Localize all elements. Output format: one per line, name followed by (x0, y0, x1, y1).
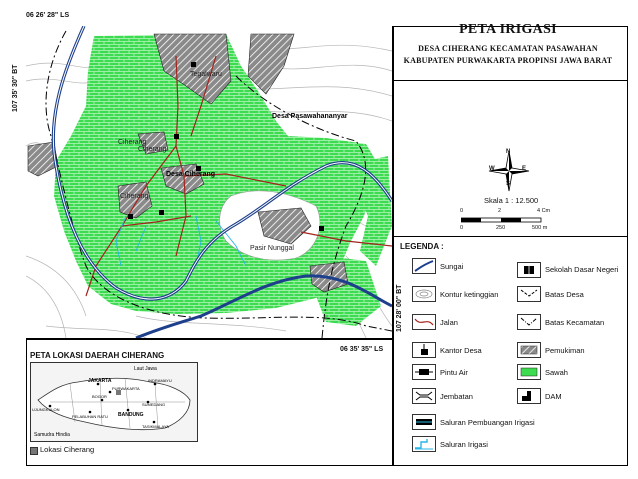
inset-title: PETA LOKASI DAERAH CIHERANG (30, 351, 165, 360)
dam-icon (517, 388, 541, 404)
legend-saluran-pembuangan: Saluran Pembuangan Irigasi (440, 418, 535, 427)
village-office-icon (412, 342, 436, 358)
legend-sungai: Sungai (440, 262, 464, 271)
road-icon (412, 314, 436, 330)
legend-kantor-desa: Kantor Desa (440, 346, 482, 355)
scale-tick-top-2: 2 (498, 208, 502, 214)
legend-saluran-irigasi: Saluran Irigasi (440, 440, 488, 449)
rice-field-icon (517, 364, 541, 380)
inset-indramayu: INDRAMAYU (148, 378, 172, 383)
scale-label: Skala 1 : 12.500 (484, 196, 539, 205)
inset-sumedang: SUMEDANG (142, 402, 166, 407)
irrigation-channel-icon (412, 436, 436, 452)
label-desa-ciherang: Desa Ciherang (166, 171, 216, 178)
compass-w: W (489, 166, 495, 172)
label-ciherang-lower: Ciherang (120, 193, 149, 200)
inset-purwakarta: PURWAKARTA (112, 386, 140, 391)
coord-top-left: 06 26' 28" LS (26, 12, 70, 19)
inset-pelabuhan-ratu: PELABUHAN RATU (72, 414, 108, 419)
inset-laut-jawa: Laut Jawa (134, 366, 157, 372)
river-icon (412, 258, 436, 274)
contour-icon (412, 286, 436, 302)
legend-batas-desa: Batas Desa (545, 290, 584, 299)
legend-pemukiman: Pemukiman (545, 346, 585, 355)
water-gate-icon (412, 364, 436, 380)
village-boundary-icon (517, 286, 541, 302)
inset-bandung: BANDUNG (118, 412, 144, 418)
bridge-icon (412, 388, 436, 404)
inset-legend-label: Lokasi Ciherang (40, 445, 95, 454)
main-map (26, 26, 392, 338)
label-ciherang-2: Ciherang (138, 146, 167, 153)
legend-kontur: Kontur ketinggian (440, 290, 499, 299)
label-tegalwaru: Tegalwaru (190, 71, 222, 78)
coord-left: 107 35' 30" BT (12, 64, 19, 112)
compass-s: S (506, 181, 511, 187)
legend-pintu-air: Pintu Air (440, 368, 468, 377)
map-subtitle-2: KABUPATEN PURWAKARTA PROPINSI JAWA BARAT (403, 56, 613, 65)
coord-right: 107 28' 00" BT (396, 284, 403, 332)
legend-heading: LEGENDA : (400, 242, 444, 251)
legend-jalan: Jalan (440, 318, 458, 327)
inset-bogor: BOGOR (92, 394, 107, 399)
title-block (390, 22, 626, 65)
legend-jembatan: Jembatan (440, 392, 473, 401)
school-icon (517, 262, 541, 278)
scale-tick-top-0: 0 (460, 208, 464, 214)
settlement-icon (517, 342, 541, 358)
scale-tick-bottom-250: 250 (496, 225, 506, 231)
inset-jakarta: JAKARTA (88, 378, 112, 384)
legend-sawah: Sawah (545, 368, 568, 377)
inset-samudra-hindia: Samudra Hindia (34, 432, 70, 438)
scale-bar (461, 216, 545, 224)
district-boundary-icon (517, 314, 541, 330)
compass-e: E (522, 166, 527, 172)
legend-dam: DAM (545, 392, 562, 401)
scale-tick-bottom-500: 500 m (532, 225, 548, 231)
inset-map (30, 362, 198, 442)
legend-batas-kecamatan: Batas Kecamatan (545, 318, 605, 327)
label-desa-pasawahan: Desa Pasawahananyar (272, 113, 348, 120)
scale-tick-top-4: 4 Cm (537, 208, 551, 214)
inset-tasikmalaya: TASIKMALAYA (142, 424, 169, 429)
inset-legend-swatch (30, 447, 38, 455)
title-divider (393, 80, 628, 81)
map-subtitle-1: DESA CIHERANG KECAMATAN PASAWAHAN (418, 44, 598, 53)
label-ciherang-1: Ciherang (118, 139, 147, 146)
compass-n: N (506, 149, 511, 155)
legend-sekolah: Sekolah Dasar Negeri (545, 265, 619, 274)
map-bottom-divider (26, 338, 393, 340)
map-title: PETA IRIGASI (459, 22, 557, 37)
panel-divider (392, 26, 394, 466)
scale-tick-bottom-0: 0 (460, 225, 464, 231)
scale-divider (393, 236, 628, 237)
inset-ujungkulon: UJUNGKULON (32, 407, 60, 412)
drain-channel-icon (412, 414, 436, 430)
label-pasir-nunggal: Pasir Nunggal (250, 245, 294, 252)
coord-bottom-right: 06 35' 35" LS (340, 346, 384, 353)
